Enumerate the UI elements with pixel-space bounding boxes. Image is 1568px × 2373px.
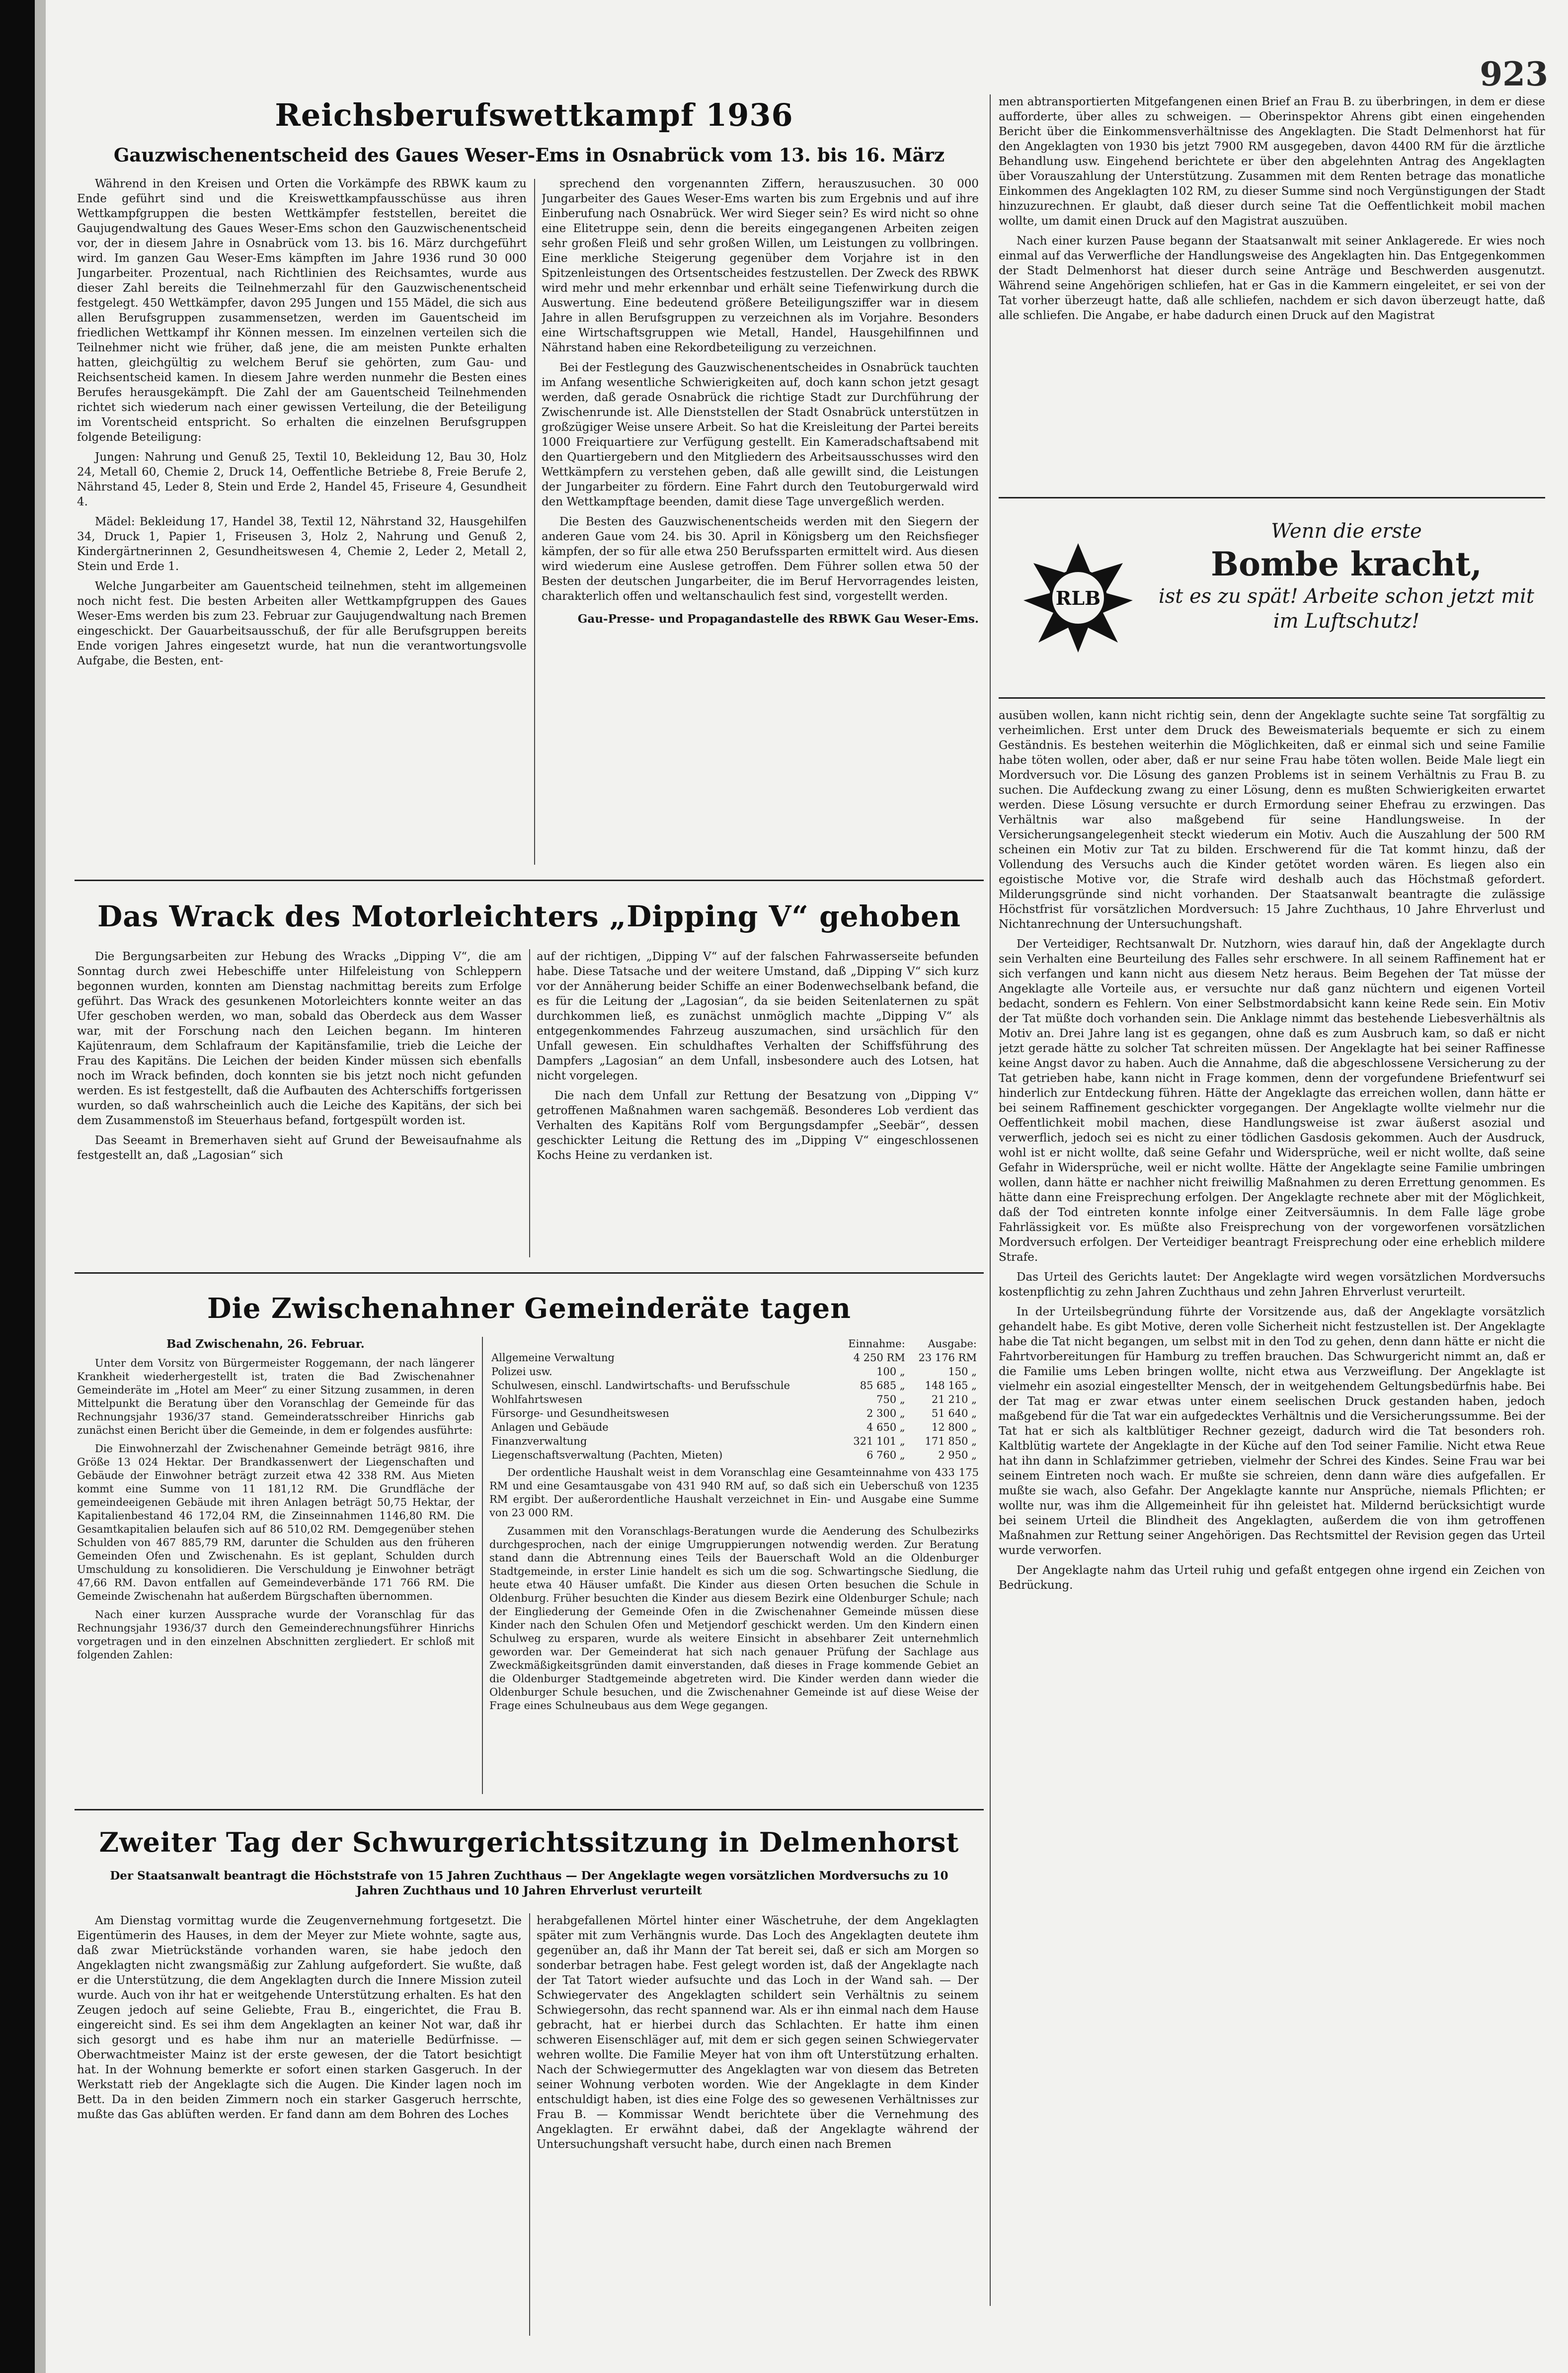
paragraph: In der Urteilsbegründung führte der Vorsitzende aus, daß der Angeklagte vorsätzlich gehandelt habe. Es gibt Motive, deren volle Sicherheit nicht festzustellen ist. Der Angeklagte habe die Tat nicht begangen, um selbst mit in den Tod zu gehen, denn dann hätte er nicht die Fahrtvorbereitungen für Hamburg zu treffen brauchen. Das Schwurgericht nimmt an, daß er die Familie ums Leben bringen wollte, nicht etwa aus Verzweiflung. Der Angeklagte ist vielmehr ein asozial eingestellter Mensch, der in weitgehendem Geltungsbedürfnis habe. Bei der Tat mag er zwar etwas unter einem seelischen Druck gestanden haben, jedoch maßgebend für die Tat war ein aufgedecktes Verhältnis und die Versicherungssumme. Bei der Tat hat er sich als kaltblütiger Rechner gezeigt, dadurch wird die Tat besonders roh. Kaltblütig wartete der Angeklagte in der Küche auf den Tod seiner Familie. Nicht etwa Reue hat ihn dann in Schlafzimmer getrieben, vielmehr der Schrei des Kindes. Seine Frau war bei seinem Eintreten noch wach. Er mußte sie schreien, denn dann wäre dies aufgefallen. Er mußte sie wach, also Gefahr. Der Angeklagte kannte nur Ansprüche, niemals Pflichten; er wollte nur, was ihm die Allgemeinheit für ihn geleistet hat. Mildernd berücksichtigt wurde bei seinem Urteil die Blindheit des Angeklagten, außerdem die von ihm getroffenen Maßnahmen zur Rettung seiner Angehörigen. Das Rechtsmittel der Revision gegen das Urteil wurde verworfen.	[999, 1306, 1545, 1557]
column-divider	[990, 94, 991, 2306]
page-number: 923	[1480, 55, 1548, 93]
paragraph: Während in den Kreisen und Orten die Vorkämpfe des RBWK kaum zu Ende geführt sind und die Kreiswettkampfausschüsse aus ihren Wettkampfgruppen die besten Wettkämpfer feststellen, bereitet die Gaujugendwaltung des Gaues Weser-Ems schon den Gauzwischenentscheid vor, der in diesem Jahre in Osnabrück vom 13. bis 16. März durchgeführt wird. Im ganzen Gau Weser-Ems kämpften im Jahre 1936 rund 30 000 Jungarbeiter. Prozentual, nach Richtlinien des Reichsamtes, wurde aus dieser Zahl bereits die Teilnehmerzahl für den Gauzwischenentscheid festgelegt. 450 Wettkämpfer, davon 295 Jungen und 155 Mädel, die sich aus allen Berufsgruppen zusammensetzen, werden im Gauentscheid im friedlichen Wettkampf ihr Können messen. Im einzelnen verteilen sich die Teilnehmer nicht wie früher, daß jene, die am meisten Punkte erhalten hatten, gleichgültig zu welchem Beruf sie gehörten, zum Gau- und Reichsentscheid kamen. In diesem Jahre werden nunmehr die Besten eines Berufes herausgekämpft. Die Zahl der am Gauentscheid Teilnehmenden richtet sich wiederum nach einer gewissen Verteilung, die der Beteiligung im Vorentscheid entspricht. So erhalten die einzelnen Berufsgruppen folgende Beteiligung:	[77, 177, 527, 444]
article3-title: Die Zwischenahner Gemeinderäte tagen	[207, 1292, 851, 1325]
section-rule	[75, 1272, 984, 1274]
article4-col2	[537, 1913, 979, 2346]
article1-signature: Gau-Presse- und Propagandastelle des RBWK Gau Weser-Ems.	[577, 612, 979, 626]
article2-col1	[77, 949, 522, 1267]
budget-table	[489, 1337, 979, 1462]
column-divider	[534, 179, 535, 865]
table-row: Finanzverwaltung 321 101 „ 171 850 „	[491, 1435, 977, 1447]
paragraph: Die Einwohnerzahl der Zwischenahner Gemeinde beträgt 9816, ihre Größe 13 024 Hektar. Der Brandkassenwert der Liegenschaften und Gebäude der Einwohner beträgt zurzeit etwa 42 338 RM. Aus Mieten kommt eine Summe von 11 181,12 RM. Die Grundfläche der gemeindeeigenen Gebäude mit ihren Anlagen beträgt 50,75 Hektar, der Kapitalienbestand 46 172,04 RM, die Zinseinnahmen 1146,80 RM. Die Gesamtkapitalien belaufen sich auf 86 510,02 RM. Demgegenüber stehen Schulden von 467 885,79 RM, darunter die Schulden aus den früheren Gemeinden Ofen und Zwischenahn. Es ist geplant, Schulden durch Umschuldung zu konsolidieren. Die Verschuldung je Einwohner beträgt 47,66 RM. Davon entfallen auf Gemeindeverbände 171 766 RM. Die Gemeinde Zwischenahn hat außerdem Bürgschaften übernommen.	[77, 1443, 474, 1602]
paragraph: herabgefallenen Mörtel hinter einer Wäschetruhe, der dem Angeklagten später mit zum Verhängnis wurde. Das Loch des Angeklagten deutete ihm gegenüber an, daß ihr Mann der Tat bereit sei, daß er sich am Morgen so sonderbar betragen habe. Fest gelegt worden ist, daß der Angeklagte nach der Tat Tatort wieder aufsuchte und das Loch in der Wand sah. — Der Schwiegervater des Angeklagten schildert sein Verhältnis zu seinem Schwiegersohn, das recht spannend war. Als er ihn einmal nach dem Hause gebracht, hat er hierbei durch das Schlachten. Er hatte ihm einen schweren Eisenschläger auf, mit dem er sich gegen seinen Schwiegervater wehren wollte. Die Familie Meyer hat von ihm oft Unterstützung erhalten. Nach der Schwiegermutter des Angeklagten war von diesem das Betreten seiner Wohnung verboten worden. Wie der Angeklagte in dem Kinder entschuldigt haben, ist dies eine Folge des so gewesenen Verhältnisses zur Frau B. — Kommissar Wendt berichtete über die Vernehmung des Angeklagten. Er erwähnt dabei, daß der Angeklagte während der Untersuchungshaft versucht habe, durch einen nach Bremen	[537, 1914, 979, 2151]
paragraph: Der Verteidiger, Rechtsanwalt Dr. Nutzhorn, wies darauf hin, daß der Angeklagte durch sein Verhalten eine Beurteilung des Falles sehr erschwere. In all seinem Raffinement hat er sich verfangen und kann nicht aus diesem Netz heraus. Beim Begehen der Tat müsse der Angeklagte alle Vorteile aus, er versuchte nur daß ganz nüchtern und eigenen Vorteil bedacht, sondern es Fehlern. Von einer Selbstmordabsicht kann keine Rede sein. Ein Motiv der Tat müßte doch vorhanden sein. Die Anklage nimmt das bestehende Liebesverhältnis als Motiv an. Drei Jahre lang ist es gegangen, ohne daß es zum Ausbruch kam, so daß er nicht jetzt gerade hätte zu solcher Tat schreiten müssen. Der Angeklagte hat bei seiner Raffinesse keine Angst davor zu haben. Auch die Annahme, daß die abgeschlossene Versicherung zu der Tat getrieben habe, kann nicht in Frage kommen, denn der vorgefundene Briefentwurf sei hinderlich zur Entdeckung führen. Hätte der Angeklagte das erreichen wollen, dann hätte er bei seinem Raffinement geschickter vorgegangen. Der Angeklagte wollte vielmehr nur die Oeffentlichkeit mobil machen, diese Handlungsweise ist zwar äußerst asozial und verwerflich, jedoch sei es nicht zu einer tödlichen Gasdosis gekommen. Auch der Ausdruck, wohl ist er nicht wollte, daß seine Gefahr und Widersprüche, weil er nicht wollte, daß seine Gefahr in Widersprüche, weil er nicht wollte. Hätte der Angeklagte seine Familie umbringen wollen, dann hätte er nachher nicht freiwillig Maßnahmen zu deren Errettung genommen. Es hätte dann eine Freisprechung erfolgen. Der Angeklagte rechnete aber mit der Möglichkeit, daß der Tod eintreten konnte infolge einer Zeitversäumnis. In dem Falle läge grobe Fahrlässigkeit vor. Es müßte also Freisprechung von der vorgeworfenen vorsätzlichen Mordversuch erfolgen. Der Verteidiger beantragt Freisprechung oder eine erheblich mildere Strafe.	[999, 938, 1545, 1264]
paragraph: Mädel: Bekleidung 17, Handel 38, Textil 12, Nährstand 32, Hausgehilfen 34, Druck 1, Papier 1, Friseusen 3, Holz 2, Nahrung und Genuß 2, Kindergärtnerinnen 2, Gesundheitswesen 4, Chemie 2, Leder 2, Metall 2, Stein und Erde 1.	[77, 515, 527, 573]
paragraph: Welche Jungarbeiter am Gauentscheid teilnehmen, steht im allgemeinen noch nicht fest. Die besten Arbeiten aller Wettkampfgruppen des Gaues Weser-Ems werden bis zum 23. Februar zur Gaujugendwaltung nach Bremen eingeschickt. Der Gauarbeitsausschuß, der für alle Berufsgruppen bereits Ende vorigen Jahres eingesetzt wurde, hat nun die verantwortungsvolle Aufgabe, die Besten, ent-	[77, 580, 527, 667]
table-row: Liegenschaftsverwaltung (Pachten, Mieten) 6 760 „ 2 950 „	[491, 1449, 977, 1461]
article3-dateline: Bad Zwischenahn, 26. Februar.	[166, 1337, 365, 1351]
table-row: Fürsorge- und Gesundheitswesen 2 300 „ 51 640 „	[491, 1407, 977, 1419]
paragraph: Das Seeamt in Bremerhaven sieht auf Grund der Beweisaufnahme als festgestellt an, daß „Lagosian“ sich	[77, 1134, 522, 1162]
article2-col2	[537, 949, 979, 1267]
paragraph: ausüben wollen, kann nicht richtig sein, denn der Angeklagte suchte seine Tat sorgfältig zu verheimlichen. Erst unter dem Druck des Beweismaterials bequemte er sich zu einem Geständnis. Es bestehen weiterhin die Möglichkeiten, daß er einmal sich und seine Familie habe töten wollen, oder aber, daß er nur seine Frau habe töten wollen. Beide Male liegt ein Mordversuch vor. Die Lösung des ganzen Problems ist in seinem Verhältnis zu Frau B. zu suchen. Die Aufdeckung zwang zu einer Lösung, denn es mußten Schwierigkeiten erwartet werden. Diese Lösung versuchte er durch Ermordung seiner Ehefrau zu erzwingen. Das Verhältnis war also maßgebend für seine Handlungsweise. In der Versicherungsangelegenheit steckt wiederum ein Motiv. Auch die Auszahlung der 500 RM scheinen ein Motiv zur Tat zu bilden. Erschwerend für die Tat kommt hinzu, daß der Vollendung des Versuchs auch die Kinder getötet worden wären. Es liegen also ein egoistische Motive vor, die Strafe wird deshalb auch das Höchstmaß gefordert. Milderungsgründe sind nicht vorhanden. Der Staatsanwalt beantragte die zulässige Höchstfrist für vorsätzlichen Mordversuch: 15 Jahre Zuchthaus, 10 Jahre Ehrverlust und Nichtanrechnung der Untersuchungshaft.	[999, 709, 1545, 931]
column-divider	[529, 1913, 530, 2336]
rlb-emblem-icon	[1023, 543, 1133, 653]
paragraph: Die Bergungsarbeiten zur Hebung des Wracks „Dipping V“, die am Sonntag durch zwei Hebeschiffe unter Hilfeleistung von Schleppern begonnen wurden, konnten am Dienstag nachmittag bereits zum Erfolge geführt. Das Wrack des gesunkenen Motorleichters konnte weiter an das Ufer geschoben werden, wo man, sobald das Oberdeck aus dem Wasser war, mit der Forschung nach den Leichen begann. Im hinteren Kajütenraum, dem Schlafraum der Kapitänsfamilie, trieb die Leiche der Frau des Kapitäns. Die Leichen der beiden Kinder müssen sich ebenfalls noch im Wrack befinden, doch konnten sie bis jetzt noch nicht gefunden werden. Es ist festgestellt, daß die Aufbauten des Achterschiffs fortgerissen wurden, so daß wahrscheinlich auch die Leiche des Kapitäns, der sich bei dem Zusammenstoß im Steuerhaus befand, fortgespült worden ist.	[77, 950, 522, 1127]
advert-line1: Wenn die erste	[1271, 520, 1422, 543]
article1-subtitle: Gauzwischenentscheid des Gaues Weser-Ems in Osnabrück vom 13. bis 16. März	[113, 144, 945, 166]
income-header: Einnahme:	[848, 1338, 905, 1350]
table-row: Schulwesen, einschl. Landwirtschafts- und Berufsschule 85 685 „ 148 165 „	[491, 1380, 977, 1391]
article1-col2	[542, 176, 979, 872]
court-article-continued-top	[999, 94, 1545, 487]
binding-edge	[0, 0, 35, 2373]
section-rule	[75, 1809, 984, 1810]
article2-title: Das Wrack des Motorleichters „Dipping V“ gehoben	[97, 900, 961, 933]
column-divider	[529, 949, 530, 1257]
column-divider	[482, 1337, 483, 1794]
air-raid-protection-advert	[999, 497, 1545, 699]
paragraph: Das Urteil des Gerichts lautet: Der Angeklagte wird wegen vorsätzlichen Mordversuchs kostenpflichtig zu zehn Jahren Zuchthaus und zehn Jahren Ehrverlust verurteilt.	[999, 1271, 1545, 1299]
paragraph: Der ordentliche Haushalt weist in dem Voranschlag eine Gesamteinnahme von 433 175 RM und eine Gesamtausgabe von 431 940 RM auf, so daß sich ein Ueberschuß von 1235 RM ergibt. Der außerordentliche Haushalt verzeichnet in Ein- und Ausgabe eine Summe von 23 000 RM.	[489, 1467, 979, 1519]
section-rule	[75, 880, 984, 881]
article3-col2	[489, 1337, 979, 1809]
paragraph: Unter dem Vorsitz von Bürgermeister Roggemann, der nach längerer Krankheit wiederhergestellt ist, traten die Bad Zwischenahner Gemeinderäte im „Hotel am Meer“ zu einer Sitzung zusammen, in deren Mittelpunkt die Beratung über den Voranschlag der Gemeinde für das Rechnungsjahr 1936/37 stand. Gemeinderatsschreiber Hinrichs gab zunächst einen Bericht über die Gemeinde, in dem er folgendes ausführte:	[77, 1357, 474, 1436]
paragraph: Nach einer kurzen Pause begann der Staatsanwalt mit seiner Anklagerede. Er wies noch einmal auf das Verwerfliche der Handlungsweise des Angeklagten hin. Das Entgegenkommen der Stadt Delmenhorst hat dieser durch seine Anträge und Beschwerden ausgenutzt. Während seine Angehörigen schliefen, hat er Gas in die Kammern eingeleitet, er sei von der Tat vorher überzeugt hatte, daß alle schliefen, nachdem er sich davon überzeugt hatte, daß alle schliefen. Die Angabe, er habe dadurch einen Druck auf den Magistrat	[999, 235, 1545, 322]
paragraph: auf der richtigen, „Dipping V“ auf der falschen Fahrwasserseite befunden habe. Diese Tatsache und der weitere Umstand, daß „Dipping V“ sich kurz vor der Annäherung beider Schiffe an einer Bodenwechselbank befand, die es für die Leitung der „Lagosian“, da sie beiden Seitenlaternen zu spät durchkommen ließ, es zunächst unmöglich machte „Dipping V“ als entgegenkommendes Fahrzeug auszumachen, sind ursächlich für den Unfall gewesen. Ein schuldhaftes Verhalten der Schiffsführung des Dampfers „Lagosian“ an dem Unfall, insbesondere auch des Lotsen, hat nicht vorgelegen.	[537, 950, 979, 1082]
paragraph: sprechend den vorgenannten Ziffern, herauszusuchen. 30 000 Jungarbeiter des Gaues Weser-Ems warten bis zum Ergebnis und auf ihre Einberufung nach Osnabrück. Wer wird Sieger sein? Es wird nicht so ohne eine Elitetruppe sein, denn die bereits eingegangenen Arbeiten zeigen sehr großen Fleiß und sehr großen Willen, um Leistungen zu vollbringen. Eine merkliche Steigerung gegenüber dem Vorjahre ist in den Spitzenleistungen des Ortsentscheides festzustellen. Der Zweck des RBWK wird mehr und mehr erkennbar und erhält seine Tiefenwirkung durch die Auswertung. Eine bedeutend größere Beteiligungsziffer war in diesem Jahre in allen Berufsgruppen zu verzeichnen als im Vorjahre. Besonders eine Wirtschaftsgruppen wie Metall, Handel, Hausgehilfinnen und Nährstand haben eine Rekordbeteiligung zu verzeichnen.	[542, 177, 979, 354]
paragraph: Der Angeklagte nahm das Urteil ruhig und gefaßt entgegen ohne irgend ein Zeichen von Bedrückung.	[999, 1564, 1545, 1592]
article4-title: Zweiter Tag der Schwurgerichtssitzung in Delmenhorst	[99, 1826, 959, 1858]
article4-col1	[77, 1913, 522, 2346]
paragraph: Am Dienstag vormittag wurde die Zeugenvernehmung fortgesetzt. Die Eigentümerin des Hauses, in dem der Meyer zur Miete wohnte, sagte aus, daß zwar Mietrückstände vorhanden waren, sie habe jedoch den Angeklagten nicht zwangsmäßig zur Zahlung aufgefordert. Sie wußte, daß er die Unterstützung, die dem Angeklagten durch die Innere Mission zuteil wurde. Auch von ihr hat er weitgehende Unterstützung erhalten. Es hat den Zeugen jedoch auf seine Geliebte, Frau B., eingerichtet, die Frau B. eingereicht sind. Es sei ihm dem Angeklagten an keiner Not war, daß ihr sich gesorgt und es habe ihm nur an materielle Bedürfnisse. — Oberwachtmeister Mainz ist der erste gewesen, der die Tatort besichtigt hat. In der Wohnung bemerkte er sofort einen starken Gasgeruch. In der Werkstatt rieb der Angeklagte sich die Augen. Die Kinder lagen noch im Bett. Da in den beiden Zimmern noch ein starker Gasgeruch herrschte, mußte das Gas ablüften werden. Er fand dann am dem Bohren des Loches	[77, 1914, 522, 2121]
article1-col1	[77, 176, 527, 847]
binding-shadow	[35, 0, 46, 2373]
svg-text:RLB: RLB	[1055, 587, 1101, 609]
article4-subtitle: Der Staatsanwalt beantragt die Höchststrafe von 15 Jahren Zuchthaus — Der Angeklagte wegen vorsätzlichen Mordversuchs zu 10 Jahren Zuchthaus und 10 Jahren Ehrverlust verurteilt	[110, 1869, 948, 1897]
paragraph: Zusammen mit den Voranschlags-Beratungen wurde die Aenderung des Schulbezirks durchgesprochen, nach der einige Umgruppierungen notwendig werden. Zur Beratung stand dann die Abtrennung eines Teils der Bauerschaft Wold an die Oldenburger Stadtgemeinde, in erster Linie handelt es sich um die sog. Schwartingsche Siedlung, die heute etwa 40 Häuser umfaßt. Die Kinder aus diesen Orten besuchen die Schule in Oldenburg. Früher besuchten die Kinder aus diesem Bezirk eine Oldenburger Schule; nach der Eingliederung der Gemeinde Ofen in die Zwischenahner Gemeinde müssen diese Kinder nach den Schulen Ofen und Metjendorf geschickt werden. Um den Kindern einen Schulweg zu ersparen, wurde als weitere Einsicht in absehbarer Zeit unternehmlich geworden war. Der Gemeinderat hat sich nach genauer Prüfung der Sachlage aus Zweckmäßigkeitsgründen damit einverstanden, daß dieses in Frage kommende Gebiet an die Oldenburger Stadtgemeinde abgetreten wird. Die Kinder werden dann wieder die Oldenburger Schule besuchen, und die Zwischenahner Gemeinde ist auf diese Weise der Frage eines Schulneubaus aus dem Wege gegangen.	[489, 1525, 979, 1712]
table-header-row	[489, 1337, 979, 1351]
table-row: Polizei usw. 100 „ 150 „	[491, 1366, 977, 1378]
advert-line3: ist es zu spät! Arbeite schon jetzt mit im Luftschutz!	[1158, 585, 1534, 633]
article1-title: Reichsberufswettkampf 1936	[275, 97, 793, 133]
expense-header: Ausgabe:	[928, 1338, 977, 1350]
paragraph: Bei der Festlegung des Gauzwischenentscheides in Osnabrück tauchten im Anfang wesentliche Schwierigkeiten auf, doch kann schon jetzt gesagt werden, daß gerade Osnabrück die richtige Stadt zur Durchführung der Zwischenrunde ist. Alle Dienststellen der Stadt Osnabrück unterstützen in großzügiger Weise unsere Arbeit. So hat die Kreisleitung der Partei bereits 1000 Freiquartiere zur Verfügung gestellt. Ein Kameradschaftsabend mit den Quartiergebern und den Mitgliedern des Arbeitsausschusses wird den Wettkämpfern zu verstehen geben, daß alle gewillt sind, die Leistungen der Jungarbeiter zu fördern. Eine Fahrt durch den Teutoburgerwald wird den Wettkampftage beenden, damit diese Tage unvergeßlich werden.	[542, 361, 979, 508]
paragraph: Die Besten des Gauzwischenentscheids werden mit den Siegern der anderen Gaue vom 24. bis 30. April in Königsberg um den Reichsfieger kämpfen, der so für alle etwa 250 Berufssparten ermittelt wird. Aus diesen wird wiederum eine Auslese getroffen. Dem Führer sollen etwa 50 der Besten der deutschen Jungarbeiter, die im Beruf Hervorragendes leisten, charakterlich offen und weltanschaulich fest sind, vorgestellt werden.	[542, 515, 979, 603]
court-article-continued-bottom	[999, 708, 1545, 2328]
paragraph: Die nach dem Unfall zur Rettung der Besatzung von „Dipping V“ getroffenen Maßnahmen waren sachgemäß. Besonderes Lob verdient das Verhalten des Kapitäns Rolf vom Bergungsdampfer „Seebär“, dessen geschickter Leitung die Rettung des im „Dipping V“ eingeschlossenen Kochs Heine zu verdanken ist.	[537, 1089, 979, 1162]
advert-text	[1158, 518, 1535, 634]
paragraph: Nach einer kurzen Aussprache wurde der Voranschlag für das Rechnungsjahr 1936/37 durch den Gemeinderechnungsführer Hinrichs vorgetragen und in den einzelnen Abschnitten zergliedert. Er schloß mit folgenden Zahlen:	[77, 1609, 474, 1661]
table-row: Allgemeine Verwaltung 4 250 RM 23 176 RM	[491, 1352, 977, 1364]
paragraph: Jungen: Nahrung und Genuß 25, Textil 10, Bekleidung 12, Bau 30, Holz 24, Metall 60, Chemie 2, Druck 14, Oeffentliche Betriebe 8, Freie Berufe 2, Nährstand 45, Leder 8, Stein und Erde 2, Handel 45, Friseure 4, Gesundheit 4.	[77, 451, 527, 508]
table-row: Wohlfahrtswesen 750 „ 21 210 „	[491, 1393, 977, 1405]
paragraph: men abtransportierten Mitgefangenen einen Brief an Frau B. zu überbringen, in dem er diese aufforderte, über alles zu schweigen. — Oberinspektor Ahrens gibt einen eingehenden Bericht über die Einkommensverhältnisse des Angeklagten. Die Stadt Delmenhorst hat für den Angeklagten von 1930 bis jetzt 7900 RM ausgegeben, davon 4400 RM für die ärztliche Behandlung usw. Eingehend berichtete er über den abgelehnten Antrag des Angeklagten über Vorauszahlung der Unterstützung. Zusammen mit dem Renten betrage das monatliche Einkommen des Angeklagten 102 RM, zu dieser Summe sind noch Vergünstigungen der Stadt hinzuzurechnen. Er glaubt, daß dieser durch seine Tat die Oeffentlichkeit mobil machen wollte, um damit einen Druck auf den Magistrat auszuüben.	[999, 95, 1545, 228]
article3-col1	[77, 1337, 474, 1809]
advert-line2: Bombe kracht,	[1211, 545, 1482, 583]
table-row: Anlagen und Gebäude 4 650 „ 12 800 „	[491, 1421, 977, 1433]
